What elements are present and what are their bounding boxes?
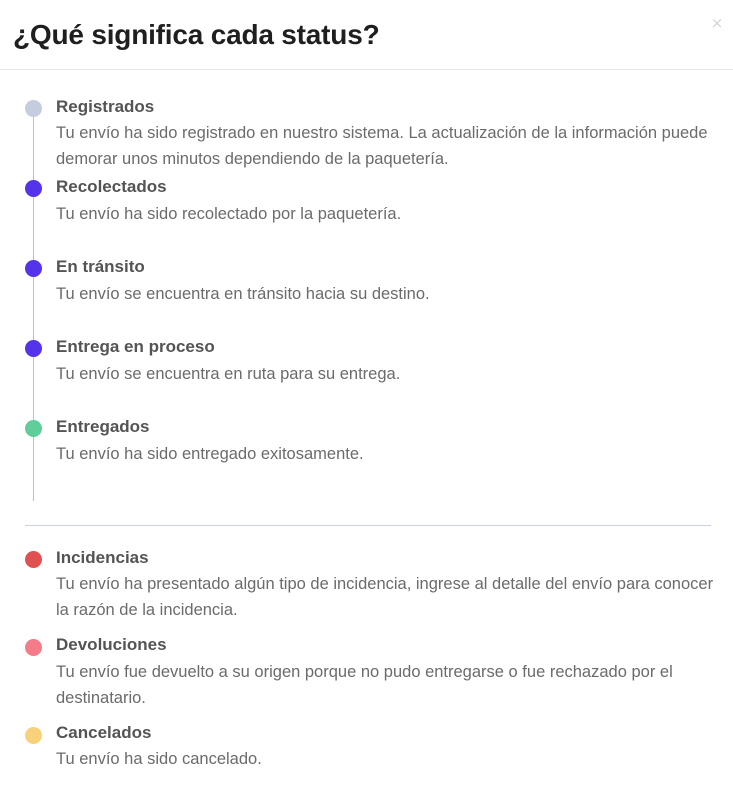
timeline-line [33,117,35,501]
close-icon[interactable]: × [710,14,724,32]
status-dot-entrega-en-proceso [25,340,42,357]
status-title-recolectados: Recolectados [56,177,167,196]
status-dot-recolectados [25,180,42,197]
section-divider [25,525,711,526]
status-dot-registrados [25,100,42,117]
status-title-entregados: Entregados [56,417,150,436]
status-description-en-transito: Tu envío se encuentra en tránsito hacia su destino. [56,285,430,303]
status-title-devoluciones: Devoluciones [56,635,167,654]
status-title-cancelados: Cancelados [56,723,152,742]
status-description-registrados: Tu envío ha sido registrado en nuestro sistema. La actualización de la información puede demorar unos minutos dependiendo de la paquetería. [56,124,708,168]
status-description-devoluciones: Tu envío fue devuelto a su origen porque no pudo entregarse o fue rechazado por el destinatario. [56,663,673,707]
status-dot-incidencias [25,551,42,568]
status-dot-entregados [25,420,42,437]
status-title-registrados: Registrados [56,97,155,116]
status-description-entrega-en-proceso: Tu envío se encuentra en ruta para su entrega. [56,365,401,383]
status-title-incidencias: Incidencias [56,548,149,567]
status-dot-devoluciones [25,639,42,656]
status-dot-en-transito [25,260,42,277]
modal-title: ¿Qué significa cada status? [13,19,380,50]
status-description-recolectados: Tu envío ha sido recolectado por la paquetería. [56,205,402,223]
status-description-entregados: Tu envío ha sido entregado exitosamente. [56,445,364,463]
status-dot-cancelados [25,727,42,744]
status-title-en-transito: En tránsito [56,257,145,276]
status-title-entrega-en-proceso: Entrega en proceso [56,337,215,356]
modal-header [0,0,733,70]
status-description-incidencias: Tu envío ha presentado algún tipo de incidencia, ingrese al detalle del envío para conocer la razón de la incidencia. [56,575,714,619]
status-description-cancelados: Tu envío ha sido cancelado. [56,750,262,768]
